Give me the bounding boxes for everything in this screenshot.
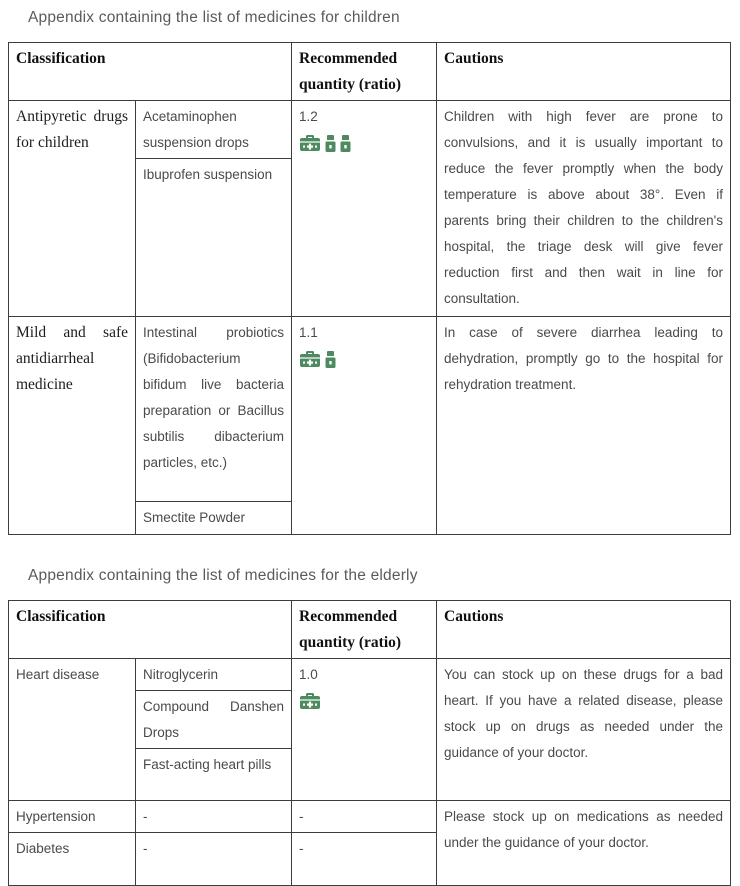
first-aid-kit-icon	[299, 350, 321, 368]
header-quantity: Recommended quantity (ratio)	[292, 601, 437, 659]
medicine-cell: -	[136, 801, 292, 833]
header-quantity: Recommended quantity (ratio)	[292, 43, 437, 101]
medicine-cell: Fast-acting heart pills	[136, 749, 292, 801]
header-classification: Classification	[9, 43, 292, 101]
medicine-cell: Nitroglycerin	[136, 659, 292, 691]
appendix-title-elderly: Appendix containing the list of medicines for the elderly	[28, 567, 418, 584]
medicine-bottle-icon	[325, 135, 336, 152]
table-header-row	[9, 43, 731, 101]
medicine-cell: Intestinal probiotics (Bifidobacterium bifidum live bacteria preparation or Bacillus subtilis dibacterium particles, etc.)	[136, 317, 292, 502]
cautions-cell: Please stock up on medications as needed under the guidance of your doctor.	[437, 801, 731, 886]
header-classification: Classification	[9, 601, 292, 659]
classification-cell: Mild and safe antidiarrheal medicine	[9, 317, 136, 535]
header-cautions: Cautions	[437, 601, 731, 659]
cautions-cell: Children with high fever are prone to convulsions, and it is usually important to reduce the fever promptly when the body temperature is above about 38°. Even if parents bring their children to the children's hospital, the triage desk will give fever reduction first and then wait in line for consultation.	[437, 101, 731, 317]
medicine-cell: Compound Danshen Drops	[136, 691, 292, 749]
cautions-cell: In case of severe diarrhea leading to dehydration, promptly go to the hospital for rehydration treatment.	[437, 317, 731, 535]
quantity-cell: -	[292, 833, 437, 886]
table-row	[9, 659, 731, 691]
medicine-cell: -	[136, 833, 292, 886]
medicines-table-children	[8, 42, 731, 535]
header-cautions: Cautions	[437, 43, 731, 101]
quantity-icons	[299, 346, 429, 372]
quantity-icons	[299, 130, 429, 156]
medicine-bottle-icon	[325, 351, 336, 368]
quantity-cell: -	[292, 801, 437, 833]
quantity-cell	[292, 659, 437, 801]
medicines-table-elderly	[8, 600, 731, 886]
medicine-bottle-icon	[340, 135, 351, 152]
quantity-cell	[292, 101, 437, 317]
classification-cell: Heart disease	[9, 659, 136, 801]
quantity-value: 1.2	[299, 109, 318, 124]
classification-cell: Diabetes	[9, 833, 136, 886]
medicine-cell: Ibuprofen suspension	[136, 159, 292, 317]
medicine-cell: Smectite Powder	[136, 502, 292, 535]
quantity-icons	[299, 688, 429, 714]
classification-cell: Antipyretic drugs for children	[9, 101, 136, 317]
quantity-value: 1.1	[299, 325, 318, 340]
quantity-cell	[292, 317, 437, 535]
appendix-title-children: Appendix containing the list of medicines for children	[28, 9, 400, 26]
medicine-cell: Acetaminophen suspension drops	[136, 101, 292, 159]
cautions-cell: You can stock up on these drugs for a bad heart. If you have a related disease, please stock up on drugs as needed under the guidance of your doctor.	[437, 659, 731, 801]
first-aid-kit-icon	[299, 692, 321, 710]
table-row	[9, 801, 731, 833]
table-row	[9, 101, 731, 159]
first-aid-kit-icon	[299, 134, 321, 152]
classification-cell: Hypertension	[9, 801, 136, 833]
table-header-row	[9, 601, 731, 659]
table-row	[9, 317, 731, 502]
quantity-value: 1.0	[299, 667, 318, 682]
